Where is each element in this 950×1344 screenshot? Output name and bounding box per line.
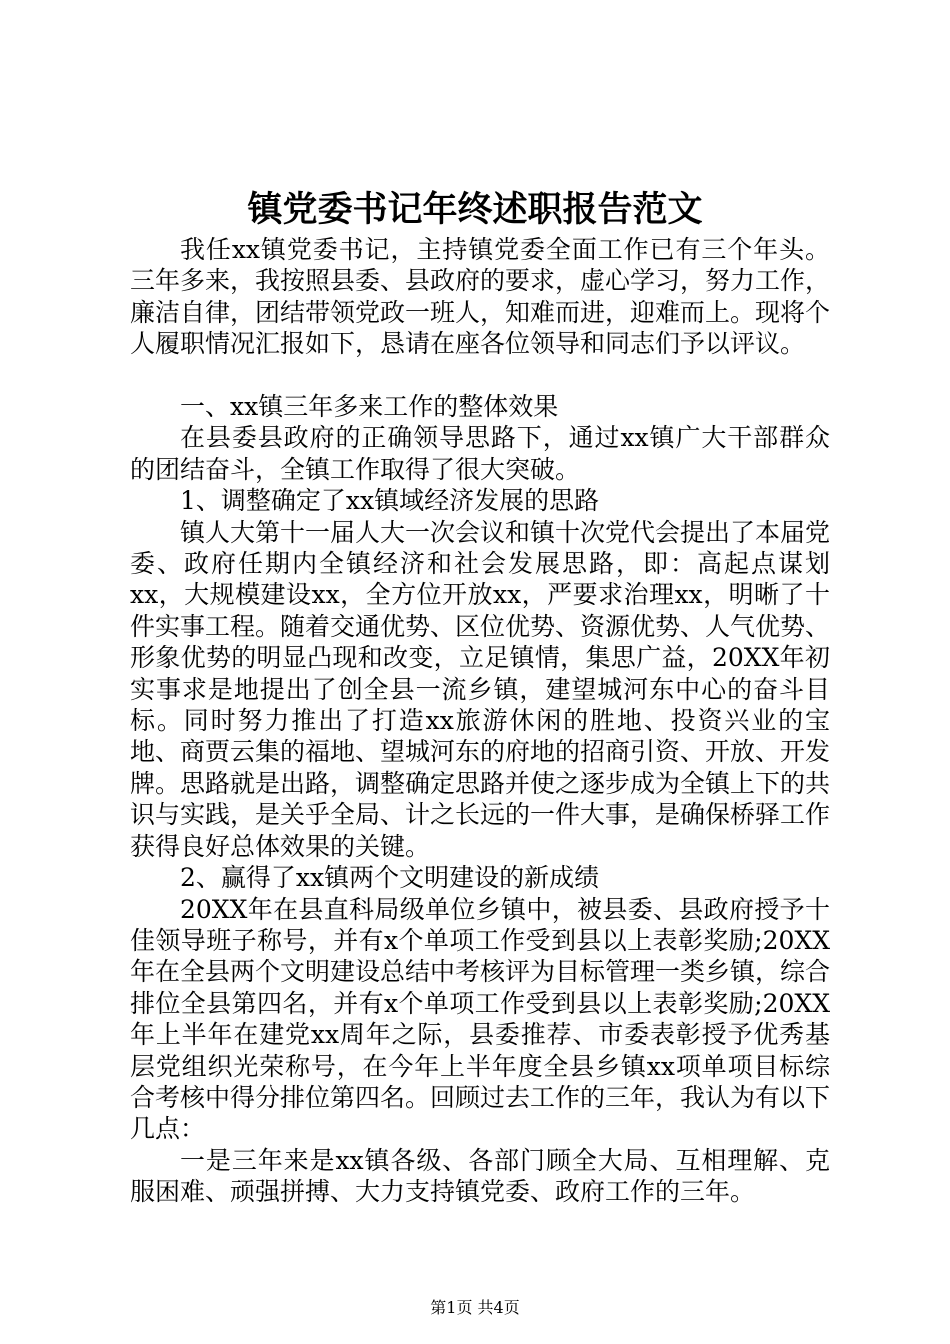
section-paragraph: 在县委县政府的正确领导思路下，通过xx镇广大干部群众的团结奋斗，全镇工作取得了很大突破。 xyxy=(130,423,830,484)
section-heading: 一、xx镇三年多来工作的整体效果 xyxy=(180,392,559,422)
paragraph-spacer xyxy=(130,360,830,391)
item-paragraph: 镇人大第十一届人大一次会议和镇十次党代会提出了本届党委、政府任期内全镇经济和社会发展思路，即：高起点谋划xx，大规模建设xx，全方位开放xx，严要求治理xx，明晰了十件实事工程。随着交通优势、区位优势、资源优势、人气优势、形象优势的明显凸现和改变，立足镇情，集思广益，20XX年初实事求是地提出了创全县一流乡镇，建望城河东中心的奋斗目标。同时努力推出了打造xx旅游休闲的胜地、投资兴业的宝地、商贾云集的福地、望城河东的府地的招商引资、开放、开发牌。思路就是出路，调整确定思路并使之逐步成为全镇上下的共识与实践，是关乎全局、计之长远的一件大事，是确保桥驿工作获得良好总体效果的关键。 xyxy=(130,517,831,861)
document-title: 镇党委书记年终述职报告范文 xyxy=(247,189,703,230)
item-heading: 2、赢得了xx镇两个文明建设的新成绩 xyxy=(180,863,600,893)
page-footer: 第1页 共4页 xyxy=(430,1298,520,1317)
item-heading: 1、调整确定了xx镇域经济发展的思路 xyxy=(180,486,600,516)
document-body xyxy=(130,234,830,1208)
item-paragraph: 20XX年在县直科局级单位乡镇中，被县委、县政府授予十佳领导班子称号，并有x个单项工作受到县以上表彰奖励;20XX年在全县两个文明建设总结中考核评为目标管理一类乡镇，综合排位全县第四名，并有x个单项工作受到县以上表彰奖励;20XX年上半年在建党xx周年之际，县委推荐、市委表彰授予优秀基层党组织光荣称号，在今年上半年度全县乡镇xx项单项目标综合考核中得分排位第四名。回顾过去工作的三年，我认为有以下几点： xyxy=(130,894,831,1144)
intro-paragraph: 我任xx镇党委书记，主持镇党委全面工作已有三个年头。三年多来，我按照县委、县政府的要求，虚心学习，努力工作，廉洁自律，团结带领党政一班人，知难而进，迎难而上。现将个人履职情况汇报如下，恳请在座各位领导和同志们予以评议。 xyxy=(130,235,831,359)
point-paragraph: 一是三年来是xx镇各级、各部门顾全大局、互相理解、克服困难、顽强拼搏、大力支持镇党委、政府工作的三年。 xyxy=(130,1145,830,1207)
